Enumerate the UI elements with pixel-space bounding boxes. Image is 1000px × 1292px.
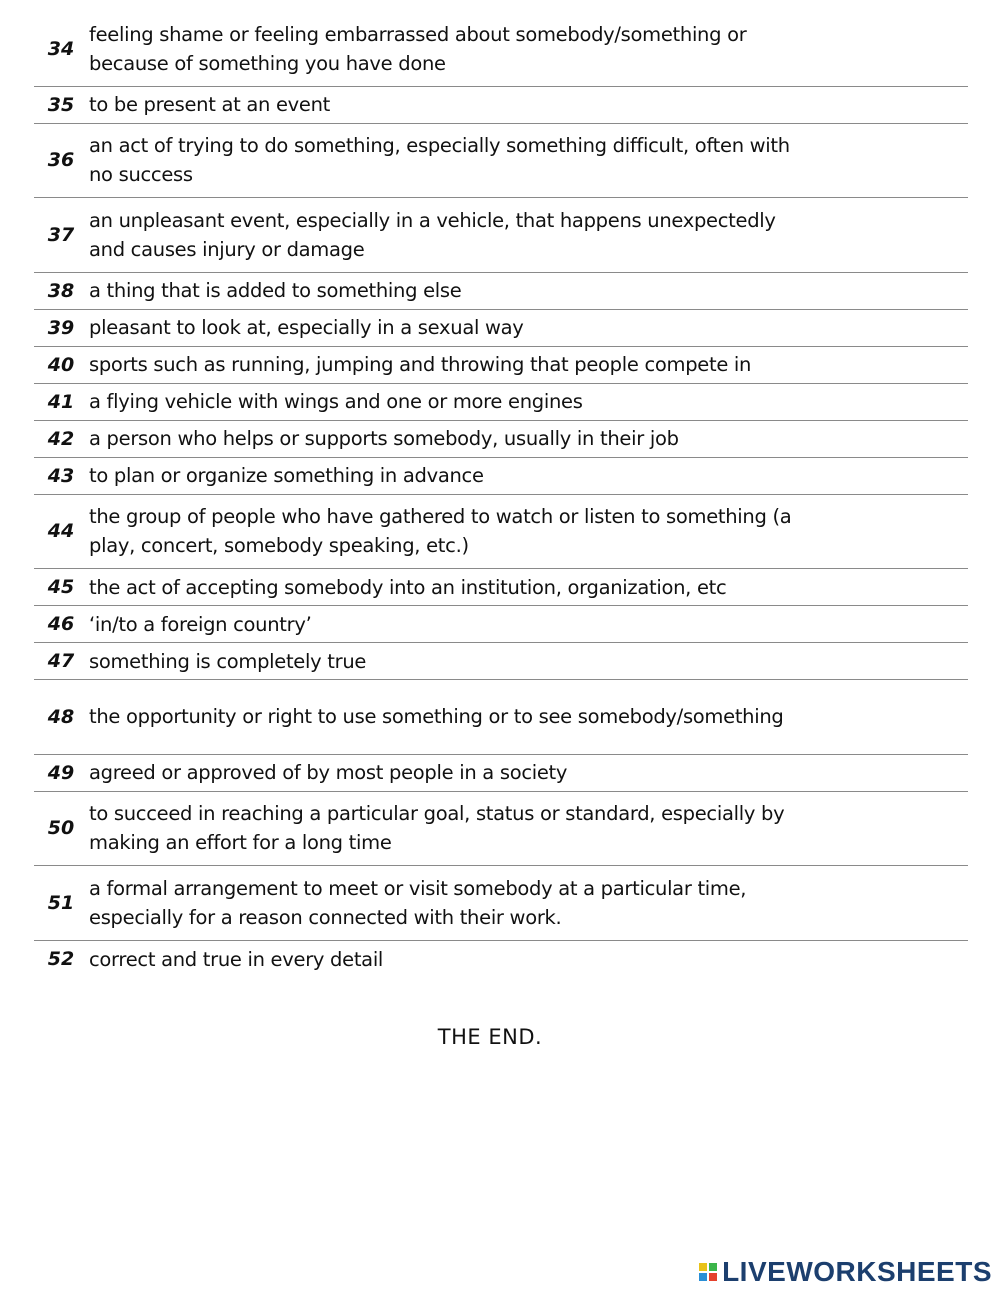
liveworksheets-logo <box>699 1252 992 1292</box>
row-number: 42 <box>47 427 75 450</box>
row-definition: the group of people who have gathered to watch or listen to something (a play, concert, somebody speaking, etc.) <box>89 505 792 558</box>
definition-row <box>34 384 968 421</box>
row-number: 47 <box>47 650 75 672</box>
row-definition: to succeed in reaching a particular goal, status or standard, especially by making an effort for a long time <box>89 802 785 855</box>
end-text: THE END. <box>437 1025 543 1049</box>
definition-row <box>34 421 968 458</box>
definition-row <box>34 12 968 87</box>
row-definition: feeling shame or feeling embarrassed about somebody/something or because of something you have done <box>89 22 747 75</box>
row-number: 35 <box>47 93 75 116</box>
brand-name: LIVEWORKSHEETS <box>722 1256 992 1287</box>
row-number: 41 <box>47 390 75 413</box>
row-definition: a person who helps or supports somebody, usually in their job <box>89 427 679 450</box>
logo-block <box>699 1273 707 1281</box>
row-number: 43 <box>47 464 75 487</box>
logo-blocks-icon <box>699 1263 717 1281</box>
row-definition: the act of accepting somebody into an institution, organization, etc <box>89 575 727 599</box>
row-definition: something is completely true <box>89 649 367 673</box>
row-number: 49 <box>47 761 75 784</box>
row-definition: an act of trying to do something, especially something difficult, often with no success <box>89 134 790 187</box>
definition-row <box>34 124 968 199</box>
definition-row <box>34 87 968 124</box>
row-definition: a formal arrangement to meet or visit somebody at a particular time, especially for a reason connected with their work. <box>89 876 747 929</box>
row-number: 39 <box>47 316 75 339</box>
definition-row <box>34 310 968 347</box>
row-number: 38 <box>47 279 75 302</box>
definitions-list <box>34 12 968 978</box>
definition-row <box>34 495 968 570</box>
row-number: 46 <box>47 613 75 635</box>
definition-row <box>34 606 968 643</box>
row-number: 37 <box>47 223 75 246</box>
logo-block <box>699 1263 707 1271</box>
definition-row <box>34 941 968 978</box>
row-number: 50 <box>47 817 75 840</box>
row-number: 51 <box>47 891 75 914</box>
row-definition: pleasant to look at, especially in a sexual way <box>89 316 524 339</box>
row-number: 48 <box>47 705 75 728</box>
definition-row <box>34 680 968 755</box>
row-number: 34 <box>47 37 75 60</box>
definition-row <box>34 755 968 792</box>
definition-row <box>34 569 968 606</box>
row-definition: sports such as running, jumping and throwing that people compete in <box>89 353 752 376</box>
row-definition: to plan or organize something in advance <box>89 464 484 487</box>
row-definition: a thing that is added to something else <box>89 279 462 302</box>
row-number: 36 <box>47 149 75 172</box>
row-number: 52 <box>47 948 75 970</box>
row-definition: the opportunity or right to use something or to see somebody/something <box>89 705 784 729</box>
definition-row <box>34 347 968 384</box>
definition-row <box>34 458 968 495</box>
logo-block <box>709 1273 717 1281</box>
row-definition: ‘in/to a foreign country’ <box>89 612 312 636</box>
definition-row <box>34 643 968 680</box>
row-definition: an unpleasant event, especially in a vehicle, that happens unexpectedly and causes injury or damage <box>89 208 776 261</box>
row-definition: a flying vehicle with wings and one or more engines <box>89 390 583 413</box>
definition-row <box>34 866 968 941</box>
logo-block <box>709 1263 717 1271</box>
row-definition: to be present at an event <box>89 93 331 116</box>
row-definition: correct and true in every detail <box>89 947 384 971</box>
row-definition: agreed or approved of by most people in a society <box>89 761 568 784</box>
definition-row <box>34 792 968 867</box>
definition-row <box>34 198 968 273</box>
row-number: 44 <box>47 520 75 543</box>
row-number: 45 <box>47 576 75 598</box>
row-number: 40 <box>47 353 75 376</box>
definition-row <box>34 273 968 310</box>
